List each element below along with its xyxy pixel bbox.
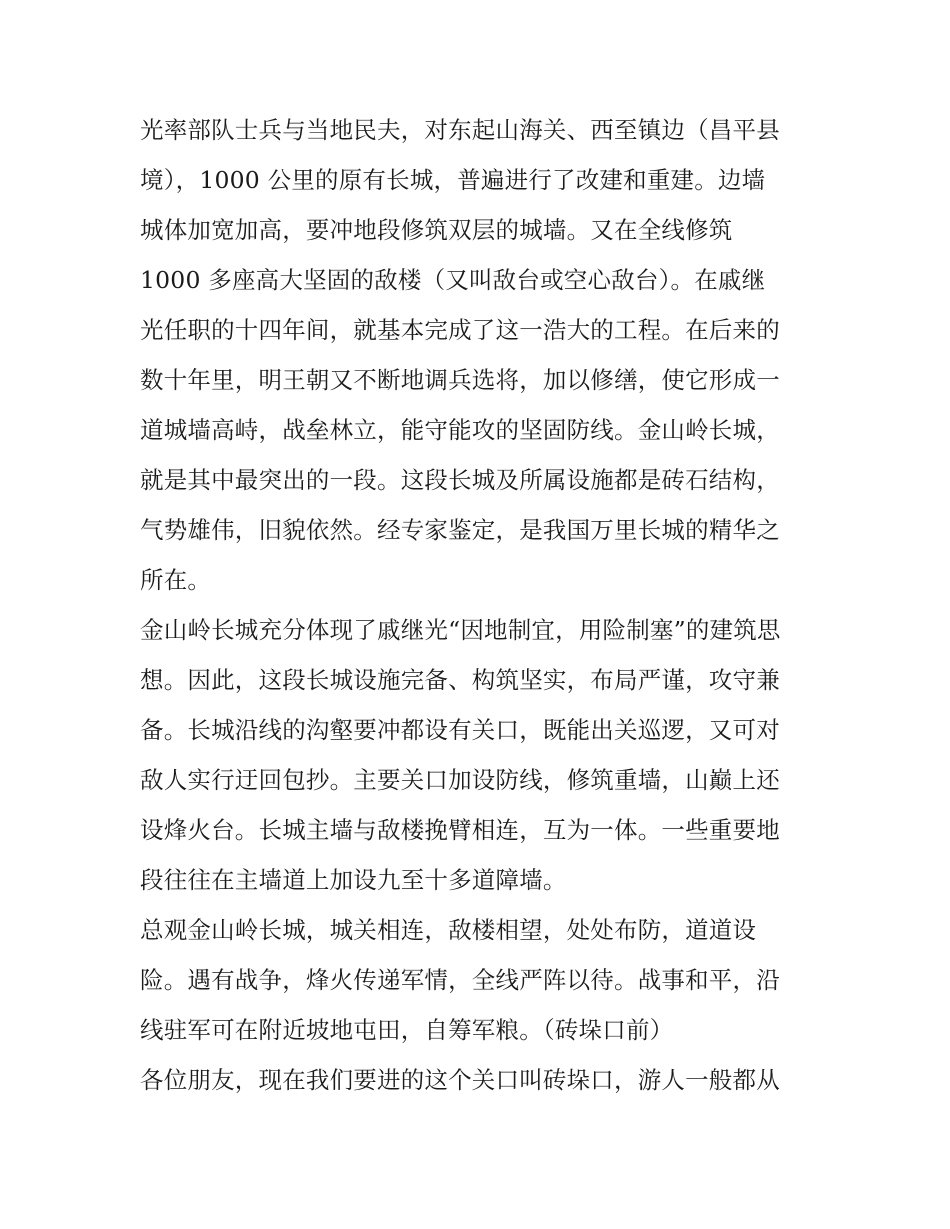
text-line: 险。遇有战争，烽火传递军情，全线严阵以待。战事和平，沿 — [140, 966, 780, 994]
text-line: 段往往在主墙道上加设九至十多道障墙。 — [140, 866, 567, 894]
text-line: 1000 多座高大坚固的敌楼（又叫敌台或空心敌台）。在戚继 — [140, 266, 766, 294]
text-line: 线驻军可在附近坡地屯田，自筹军粮。（砖垛口前） — [140, 1016, 674, 1044]
text-line: 气势雄伟，旧貌依然。经专家鉴定，是我国万里长城的精华之 — [140, 516, 780, 544]
text-line: 光率部队士兵与当地民夫，对东起山海关、西至镇边（昌平县 — [140, 116, 780, 144]
text-line: 备。长城沿线的沟壑要冲都设有关口，既能出关巡逻，又可对 — [140, 716, 780, 744]
text-line: 就是其中最突出的一段。这段长城及所属设施都是砖石结构， — [140, 466, 780, 494]
text-line: 道城墙高峙，战垒林立，能守能攻的坚固防线。金山岭长城， — [140, 416, 780, 444]
text-line: 城体加宽加高，要冲地段修筑双层的城墙。又在全线修筑 — [140, 216, 733, 244]
text-line: 所在。 — [140, 566, 212, 594]
text-line: 总观金山岭长城，城关相连，敌楼相望，处处布防，道道设 — [140, 916, 757, 944]
text-line: 光任职的十四年间，就基本完成了这一浩大的工程。在后来的 — [140, 316, 780, 344]
text-line: 境），1000 公里的原有长城，普遍进行了改建和重建。边墙 — [140, 166, 766, 194]
text-line: 各位朋友，现在我们要进的这个关口叫砖垛口，游人一般都从 — [140, 1066, 780, 1094]
text-line: 数十年里，明王朝又不断地调兵选将，加以修缮，使它形成一 — [140, 366, 780, 394]
text-line: 敌人实行迂回包抄。主要关口加设防线，修筑重墙，山巅上还 — [140, 766, 780, 794]
text-line: 金山岭长城充分体现了戚继光“因地制宜，用险制塞”的建筑思 — [140, 616, 781, 644]
text-line: 想。因此，这段长城设施完备、构筑坚实，布局严谨，攻守兼 — [140, 666, 780, 694]
text-line: 设烽火台。长城主墙与敌楼挽臂相连，互为一体。一些重要地 — [140, 816, 780, 844]
